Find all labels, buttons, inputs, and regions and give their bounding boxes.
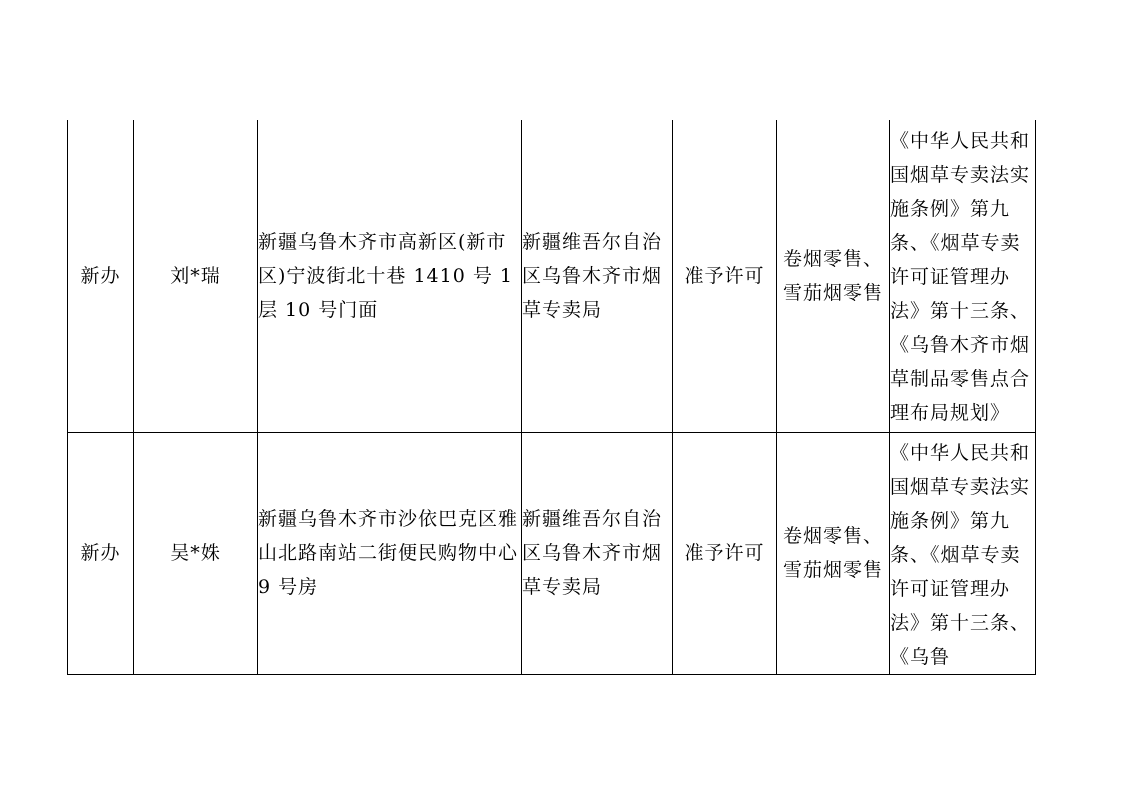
legal-basis-cell [890, 120, 1036, 432]
applicant-name-text: 刘*瑞 [170, 264, 221, 287]
license-records-table [67, 120, 1036, 675]
decision-result-cell [673, 120, 777, 432]
action-cell [68, 120, 134, 432]
applicant-name-cell [134, 432, 258, 674]
issuing-authority-text: 新疆维吾尔自治区乌鲁木齐市烟草专卖局 [522, 508, 663, 598]
business-address-cell [258, 120, 522, 432]
legal-basis-text: 《中华人民共和国烟草专卖法实施条例》第九条、《烟草专卖许可证管理办法》第十三条、《乌鲁 [890, 441, 1031, 668]
decision-result-text: 准予许可 [684, 264, 765, 287]
issuing-authority-cell [522, 432, 673, 674]
business-address-text: 新疆乌鲁木齐市高新区(新市区)宁波街北十巷 1410 号 1 层 10 号门面 [258, 230, 513, 321]
legal-basis-cell [890, 432, 1036, 674]
issuing-authority-cell [522, 120, 673, 432]
business-scope-cell [777, 432, 890, 674]
business-address-text: 新疆乌鲁木齐市沙依巴克区雅山北路南站二街便民购物中心 9 号房 [258, 508, 519, 598]
business-scope-text: 卷烟零售、雪茄烟零售 [782, 247, 883, 304]
applicant-name-text: 吴*姝 [170, 542, 221, 564]
business-address-cell [258, 432, 522, 674]
decision-result-cell [673, 432, 777, 674]
action-text: 新办 [80, 542, 121, 564]
legal-basis-text: 《中华人民共和国烟草专卖法实施条例》第九条、《烟草专卖许可证管理办法》第十三条、《乌鲁木齐市烟草制品零售点合理布局规划》 [890, 130, 1031, 425]
table-row [68, 120, 1036, 432]
action-text: 新办 [80, 264, 121, 287]
business-scope-cell [777, 120, 890, 432]
business-scope-text: 卷烟零售、雪茄烟零售 [782, 525, 883, 581]
action-cell [68, 432, 134, 674]
decision-result-text: 准予许可 [684, 542, 765, 564]
table-row [68, 432, 1036, 674]
applicant-name-cell [134, 120, 258, 432]
issuing-authority-text: 新疆维吾尔自治区乌鲁木齐市烟草专卖局 [522, 230, 663, 321]
